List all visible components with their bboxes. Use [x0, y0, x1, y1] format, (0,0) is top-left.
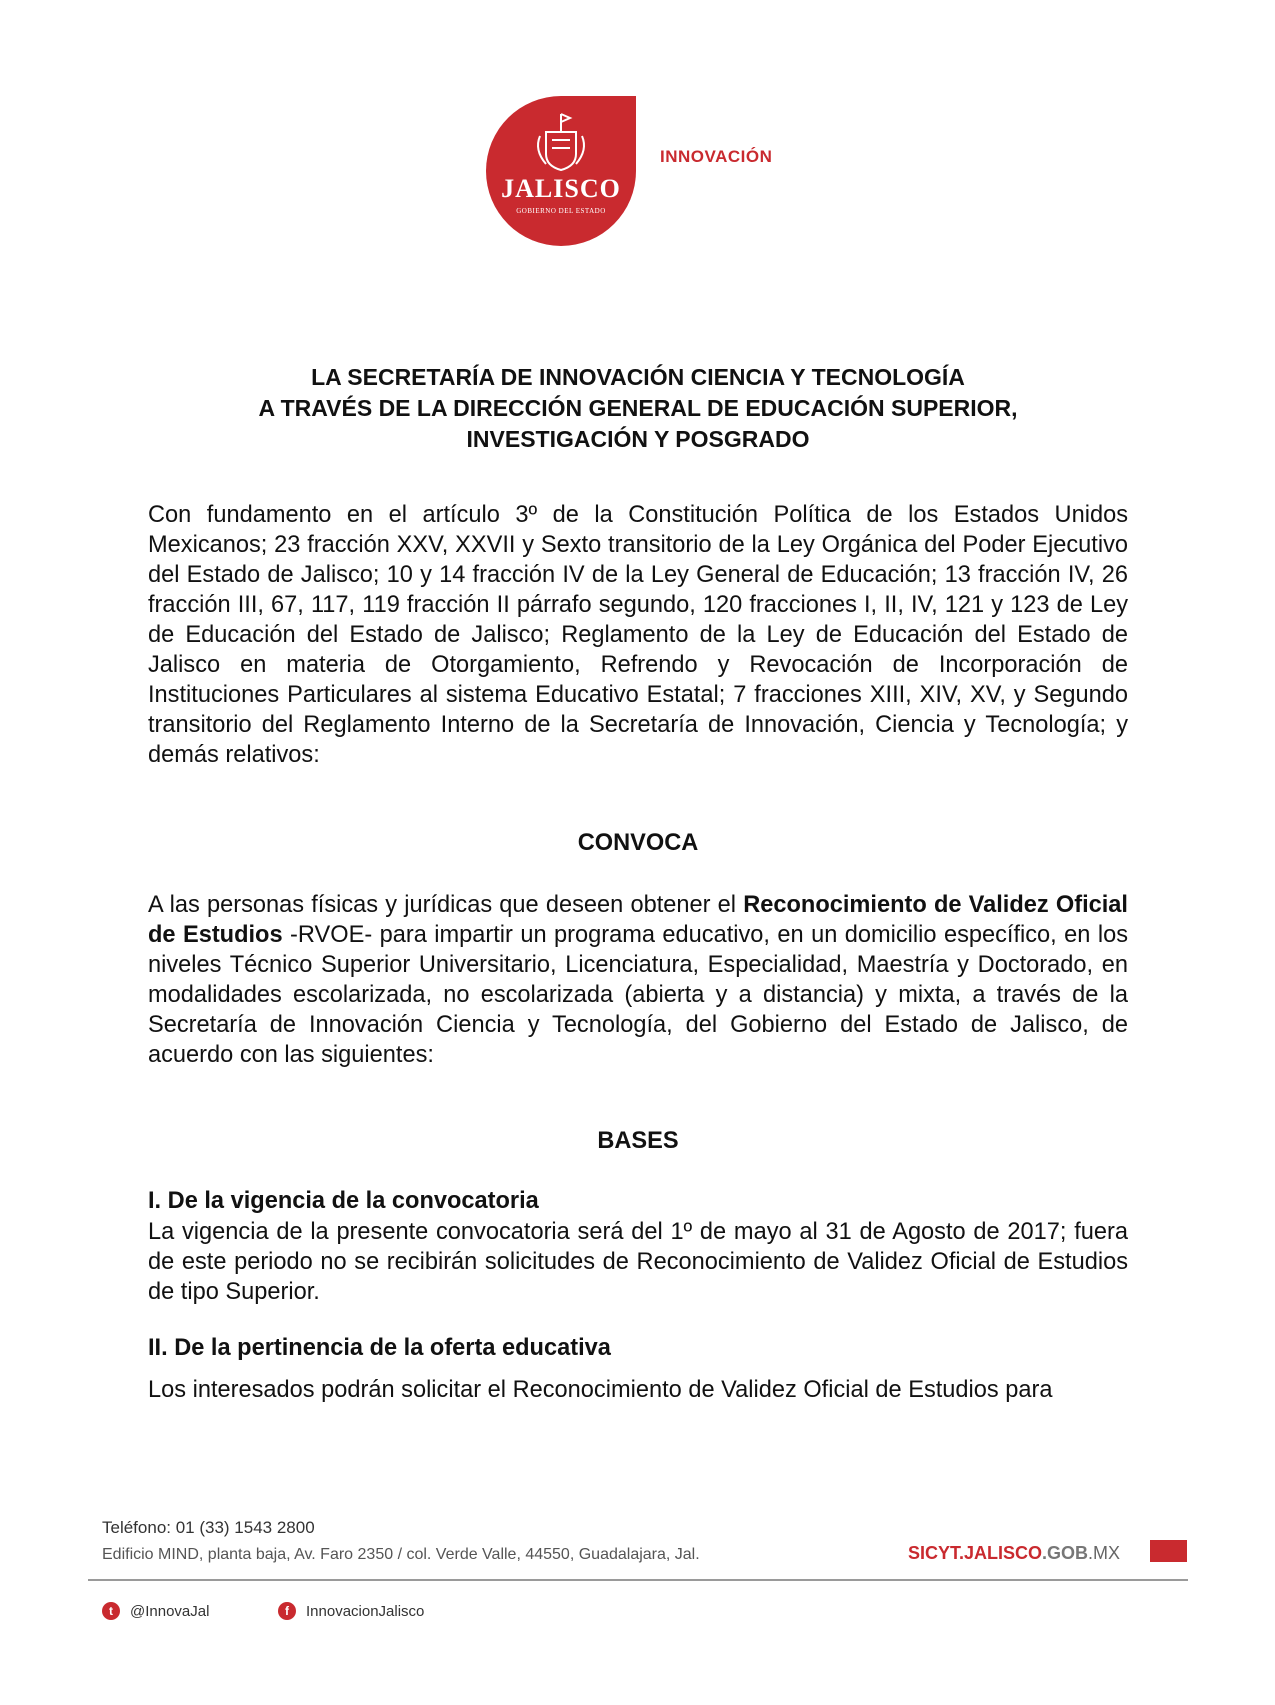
- logo-drop-shape: [486, 96, 636, 246]
- convoca-text-bold: Reconocimiento de Validez Oficial de Estudios: [148, 892, 1128, 948]
- facebook-handle: InnovacionJalisco: [306, 1602, 425, 1620]
- title-line-3: INVESTIGACIÓN Y POSGRADO: [466, 426, 810, 452]
- convoca-text-pre: A las personas físicas y jurídicas que deseen obtener el: [148, 892, 744, 918]
- department-label: INNOVACIÓN: [660, 147, 773, 166]
- twitter-handle: @InnovaJal: [130, 1602, 210, 1620]
- url-part-2: JALISCO: [964, 1543, 1043, 1563]
- logo-subtitle: GOBIERNO DEL ESTADO: [516, 207, 606, 215]
- jalisco-logo: [486, 96, 636, 246]
- twitter-icon: t: [102, 1602, 120, 1620]
- facebook-icon: f: [278, 1602, 296, 1620]
- logo-wordmark: JALISCO: [501, 174, 621, 203]
- title-line-1: LA SECRETARÍA DE INNOVACIÓN CIENCIA Y TECNOLOGÍA: [311, 364, 965, 390]
- document-title: [120, 362, 1156, 455]
- title-line-2: A TRAVÉS DE LA DIRECCIÓN GENERAL DE EDUCACIÓN SUPERIOR,: [258, 395, 1018, 421]
- convoca-text-post: -RVOE- para impartir un programa educativo, en un domicilio específico, en los niveles Técnico Superior Universitario, Licenciatura, Especialidad, Maestría y Doctorado, en modalidades escolarizada, no escolarizada (abierta y a distancia) y mixta, a través de la Secretaría de Innovación Ciencia y Tecnología, del Gobierno del Estado de Jalisco, de acuerdo con las siguientes:: [148, 922, 1128, 1068]
- bases-heading: BASES: [597, 1128, 679, 1154]
- footer-website-link[interactable]: [908, 1543, 1120, 1564]
- url-part-3: .GOB: [1042, 1543, 1089, 1563]
- facebook-link[interactable]: [278, 1602, 424, 1620]
- section-2-title: II. De la pertinencia de la oferta educativa: [148, 1335, 611, 1361]
- footer-divider: [88, 1579, 1188, 1581]
- url-part-1: SICYT.: [908, 1543, 965, 1563]
- convoca-paragraph: [148, 890, 1128, 1070]
- section-1-title: I. De la vigencia de la convocatoria: [148, 1188, 539, 1214]
- twitter-link[interactable]: [102, 1602, 209, 1620]
- footer-red-block: [1150, 1540, 1187, 1562]
- section-1-text: La vigencia de la presente convocatoria será del 1º de mayo al 31 de Agosto de 2017; fuera de este periodo no se recibirán solicitudes de Reconocimiento de Validez Oficial de Estudios de tipo Superior.: [148, 1219, 1128, 1305]
- intro-paragraph: Con fundamento en el artículo 3º de la Constitución Política de los Estados Unidos Mexicanos; 23 fracción XXV, XXVII y Sexto transitorio de la Ley Orgánica del Poder Ejecutivo del Estado de Jalisco; 10 y 14 fracción IV de la Ley General de Educación; 13 fracción IV, 26 fracción III, 67, 117, 119 fracción II párrafo segundo, 120 fracciones I, II, IV, 121 y 123 de Ley de Educación del Estado de Jalisco; Reglamento de la Ley de Educación del Estado de Jalisco en materia de Otorgamiento, Refrendo y Revocación de Incorporación de Instituciones Particulares al sistema Educativo Estatal; 7 fracciones XIII, XIV, XV, y Segundo transitorio del Reglamento Interno de la Secretaría de Innovación, Ciencia y Tecnología; y demás relativos:: [148, 502, 1128, 768]
- footer-phone: Teléfono: 01 (33) 1543 2800: [102, 1518, 315, 1537]
- section-2-text: Los interesados podrán solicitar el Reconocimiento de Validez Oficial de Estudios para: [148, 1377, 1053, 1403]
- url-part-4: .MX: [1088, 1543, 1121, 1563]
- footer-address: Edificio MIND, planta baja, Av. Faro 2350 / col. Verde Valle, 44550, Guadalajara, Jal.: [102, 1546, 700, 1563]
- convoca-heading: CONVOCA: [577, 830, 699, 856]
